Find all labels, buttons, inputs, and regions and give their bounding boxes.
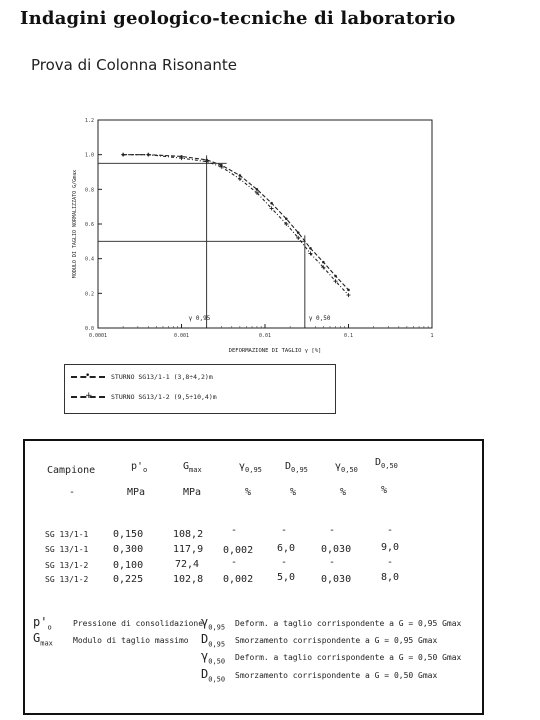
legend-label-2: STURNO SG13/1-2 (9,5÷10,4)m [111,393,217,401]
row3-gamma050: - [329,557,336,568]
row4-gamma095: 0,002 [223,574,254,585]
legend-sym-d050: $D_{0,50}$ [201,667,226,684]
reference-line-label: γ 0,50 [308,315,331,322]
row3-gmax: 72,4 [175,559,200,570]
data-point-series-1 [322,261,325,264]
row2-d095: 6,0 [277,543,296,554]
row1-po: 0,150 [113,529,144,540]
row2-po: 0,300 [113,544,144,555]
row4-po: 0,225 [113,574,144,585]
legend-entry-2 [71,393,217,401]
data-point-series-1 [334,275,337,278]
data-point-series-1 [297,231,300,234]
y-tick-label: 1.0 [84,152,94,159]
results-table-box [23,439,484,715]
row2-campione: SG 13/1-1 [45,545,89,554]
legend-sym-d095: $D_{0,95}$ [201,632,226,649]
row4-campione: SG 13/1-2 [45,575,89,584]
row4-gamma050: 0,030 [321,574,352,585]
x-tick-label: 0.01 [258,333,272,339]
data-point-series-1 [270,202,273,205]
data-point-series-1 [309,247,312,250]
row4-d050: 8,0 [381,572,400,583]
row4-d095: 5,0 [277,572,296,583]
data-point-series-1 [239,174,242,177]
row1-d050: - [387,525,394,536]
unit-campione: - [69,487,76,498]
legend-sym-po: $p'_o$ [33,615,52,632]
data-point-series-1 [256,188,259,191]
x-axis-label: DEFORMAZIONE DI TAGLIO γ [%] [228,348,322,354]
legend-entry-1 [71,373,213,381]
legend-sym-gamma050: $\gamma_{0,50}$ [201,649,226,666]
x-tick-label: 1 [430,333,434,339]
page-title: Indagini geologico-tecniche di laboratorio [20,8,456,29]
row3-d050: - [387,557,394,568]
header-gmax: $G_{max}$ [183,461,202,474]
row2-gmax: 117,9 [173,544,204,555]
chart-legend [64,364,336,414]
y-tick-label: 0.4 [84,256,94,263]
row1-gamma095: - [231,525,238,536]
row2-d050: 9,0 [381,542,400,553]
row1-gmax: 108,2 [173,529,204,540]
row1-gamma050: - [329,525,336,536]
data-point-series-1 [285,218,288,221]
y-tick-label: 0.2 [84,291,94,298]
unit-d050: % [381,485,388,496]
row2-gamma095: 0,002 [223,545,254,556]
unit-gmax: MPa [183,487,202,498]
y-axis-label: MODULO DI TAGLIO NORMALIZZATO G/Gmax [72,169,78,279]
legend-text-gamma050: Deform. a taglio corrispondente a G = 0,50 Gmax [235,653,462,662]
series-line-1 [123,155,348,290]
row3-po: 0,100 [113,560,144,571]
legend-label-1: STURNO SG13/1-1 (3,8÷4,2)m [111,373,213,381]
data-point-series-1 [347,289,350,292]
row1-campione: SG 13/1-1 [45,530,89,539]
legend-text-d095: Smorzamento corrispondente a G = 0,95 Gmax [235,636,438,645]
legend-sym-gmax: $G_{max}$ [33,631,53,648]
y-tick-label: 0.6 [84,222,94,228]
legend-text-gamma095: Deform. a taglio corrispondente a G = 0,95 Gmax [235,619,462,628]
data-point-series-2 [347,293,351,297]
series-line-2 [123,155,348,295]
unit-gamma095: % [245,487,252,498]
reference-line-label: γ 0,95 [188,315,211,322]
unit-gamma050: % [340,487,347,498]
legend-text-po: Pressione di consolidazione [73,619,204,628]
legend-text-gmax: Modulo di taglio massimo [73,636,189,645]
data-point-series-2 [270,206,274,210]
row3-gamma095: - [231,557,238,568]
header-gamma050: $\gamma_{0,50}$ [335,461,358,474]
legend-line-1: • [71,376,105,378]
data-point-series-2 [146,153,150,157]
shear-modulus-chart [60,108,445,366]
row1-d095: - [281,525,288,536]
header-gamma095: $\gamma_{0,95}$ [239,461,262,474]
header-campione: Campione [47,465,96,476]
unit-d095: % [290,487,297,498]
header-d050: $D_{0,50}$ [375,457,398,470]
page-subtitle: Prova di Colonna Risonante [31,56,237,74]
plot-frame [98,120,432,328]
data-point-series-2 [238,177,242,181]
unit-po: MPa [127,487,146,498]
legend-line-2: + [71,396,105,398]
row3-d095: - [281,557,288,568]
row3-campione: SG 13/1-2 [45,561,89,570]
header-po: $p'_o$ [131,461,148,474]
row4-gmax: 102,8 [173,574,204,585]
legend-text-d050: Smorzamento corrispondente a G = 0,50 Gmax [235,671,438,680]
row2-gamma050: 0,030 [321,544,352,555]
x-tick-label: 0.001 [173,333,190,339]
y-tick-label: 0.8 [84,187,94,194]
data-point-series-2 [121,153,125,157]
x-tick-label: 0.1 [343,333,354,339]
x-tick-label: 0.0001 [88,333,108,339]
header-d095: $D_{0,95}$ [285,461,308,474]
legend-sym-gamma095: $\gamma_{0,95}$ [201,615,226,632]
y-tick-label: 0.0 [84,326,94,332]
y-tick-label: 1.2 [84,118,94,124]
